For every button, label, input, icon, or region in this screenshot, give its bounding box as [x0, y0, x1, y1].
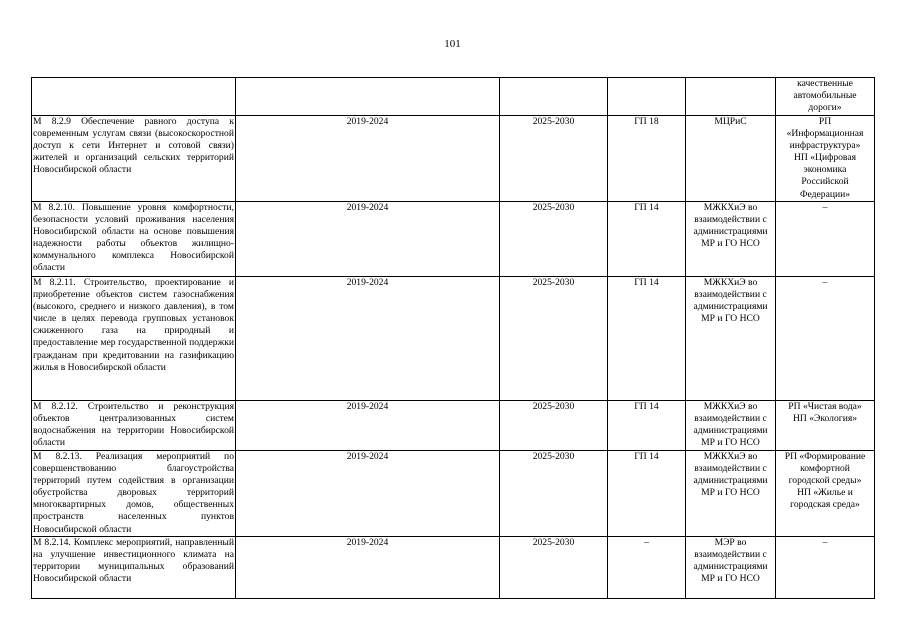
state-program-cell-text: ГП 14 — [634, 401, 659, 412]
measure-cell-text: М 8.2.14. Комплекс мероприятий, направленный на улучшение инвестиционного климата на территории муниципальных образований Новосибирской области — [33, 537, 234, 585]
state-program-cell-text: – — [644, 537, 649, 548]
period-2019-2024-cell — [236, 277, 500, 401]
executor-cell-text: МЖКХиЭ во взаимодействии с администрациями МР и ГО НСО — [693, 401, 768, 449]
executor-cell — [686, 537, 776, 599]
measure-cell — [32, 202, 236, 277]
executor-cell-text: МЖКХиЭ во взаимодействии с администрациями МР и ГО НСО — [693, 277, 768, 325]
period-2025-2030-cell — [500, 537, 608, 599]
executor-cell — [686, 116, 776, 202]
measures-table — [31, 77, 875, 599]
national-project-cell — [776, 537, 875, 599]
executor-cell — [686, 202, 776, 277]
state-program-cell — [608, 116, 686, 202]
period-2019-2024-cell-text: 2019-2024 — [346, 277, 389, 288]
executor-cell — [686, 78, 776, 116]
table-row — [32, 277, 875, 401]
national-project-cell — [776, 451, 875, 537]
period-2025-2030-cell-text: 2025-2030 — [532, 116, 575, 127]
measure-cell — [32, 537, 236, 599]
period-2025-2030-cell-text: 2025-2030 — [532, 277, 575, 288]
measure-cell — [32, 401, 236, 451]
executor-cell-text: МЭР во взаимодействии с администрациями МР и ГО НСО — [693, 537, 768, 585]
period-2025-2030-cell — [500, 451, 608, 537]
period-2019-2024-cell — [236, 202, 500, 277]
national-project-cell — [776, 78, 875, 116]
period-2019-2024-cell-text: 2019-2024 — [346, 451, 389, 462]
national-project-cell — [776, 202, 875, 277]
national-project-cell — [776, 116, 875, 202]
period-2019-2024-cell-text: 2019-2024 — [346, 202, 389, 213]
national-project-cell — [776, 401, 875, 451]
national-project-cell-text: – — [822, 277, 828, 288]
period-2025-2030-cell — [500, 78, 608, 116]
state-program-cell — [608, 277, 686, 401]
national-project-cell-text: РП «Формирование комфортной городской среды» НП «Жилье и городская среда» — [784, 451, 866, 511]
state-program-cell — [608, 451, 686, 537]
period-2019-2024-cell — [236, 537, 500, 599]
table-row — [32, 78, 875, 116]
measure-cell-text: М 8.2.9 Обеспечение равного доступа к современным услугам связи (высокоскоростной доступ к сети Интернет и сотовой связи) жителей и организаций сельских территорий Новосибирской области — [33, 116, 234, 176]
measure-cell-text: М 8.2.13. Реализация мероприятий по совершенствованию благоустройства территорий путем содействия в организации обустройства дворовых территорий многоквартирных домов, общественных пространств населенных пунктов Новосибирской области — [33, 451, 234, 535]
national-project-cell-text: РП «Информационная инфраструктура» НП «Цифровая экономика Российской Федерации» — [786, 116, 864, 200]
table-row — [32, 202, 875, 277]
measure-cell — [32, 451, 236, 537]
national-project-cell-text: – — [822, 537, 828, 548]
state-program-cell-text: ГП 14 — [634, 451, 659, 462]
measure-cell — [32, 277, 236, 401]
state-program-cell — [608, 78, 686, 116]
state-program-cell — [608, 537, 686, 599]
period-2025-2030-cell-text: 2025-2030 — [532, 401, 575, 412]
period-2019-2024-cell-text: 2019-2024 — [346, 116, 389, 127]
table-row — [32, 401, 875, 451]
measure-cell-text: М 8.2.12. Строительство и реконструкция объектов централизованных систем водоснабжения на территории Новосибирской области — [33, 401, 234, 449]
period-2025-2030-cell-text: 2025-2030 — [532, 451, 575, 462]
table-row — [32, 451, 875, 537]
executor-cell-text: МЦРиС — [714, 116, 747, 127]
national-project-cell-text: – — [822, 202, 828, 213]
executor-cell — [686, 401, 776, 451]
executor-cell-text: МЖКХиЭ во взаимодействии с администрациями МР и ГО НСО — [693, 451, 768, 499]
national-project-cell — [776, 277, 875, 401]
period-2025-2030-cell-text: 2025-2030 — [532, 202, 575, 213]
period-2019-2024-cell-text: 2019-2024 — [346, 401, 389, 412]
period-2019-2024-cell — [236, 401, 500, 451]
state-program-cell-text: ГП 14 — [634, 277, 659, 288]
page-number: 101 — [444, 38, 461, 50]
executor-cell — [686, 277, 776, 401]
measure-cell — [32, 116, 236, 202]
executor-cell-text: МЖКХиЭ во взаимодействии с администрациями МР и ГО НСО — [693, 202, 768, 250]
table-row — [32, 537, 875, 599]
period-2025-2030-cell — [500, 277, 608, 401]
measure-cell-text: М 8.2.10. Повышение уровня комфортности, безопасности условий проживания населения Новосибирской области на основе повышения надежности работы объектов жилищно-коммунального комплекса Новосибирской области — [33, 202, 234, 274]
period-2025-2030-cell — [500, 401, 608, 451]
national-project-cell-text: РП «Чистая вода» НП «Экология» — [788, 401, 862, 425]
measures-table-body — [32, 78, 875, 599]
table-row — [32, 116, 875, 202]
period-2019-2024-cell — [236, 451, 500, 537]
period-2025-2030-cell-text: 2025-2030 — [532, 537, 575, 548]
national-project-cell-text: качественные автомобильные дороги» — [793, 78, 857, 114]
period-2025-2030-cell — [500, 116, 608, 202]
measure-cell-text: М 8.2.11. Строительство, проектирование и приобретение объектов систем газоснабжения (высокого, среднего и низкого давления), в том числе в целях перевода групповых установок сжиженного газа на природный и предоставление мер государственной поддержки гражданам при кредитовании на газификацию жилья в Новосибирской области — [33, 277, 234, 373]
period-2019-2024-cell — [236, 78, 500, 116]
period-2019-2024-cell — [236, 116, 500, 202]
executor-cell — [686, 451, 776, 537]
state-program-cell-text: ГП 14 — [634, 202, 659, 213]
state-program-cell — [608, 401, 686, 451]
period-2019-2024-cell-text: 2019-2024 — [346, 537, 389, 548]
state-program-cell — [608, 202, 686, 277]
measure-cell — [32, 78, 236, 116]
period-2025-2030-cell — [500, 202, 608, 277]
state-program-cell-text: ГП 18 — [634, 116, 659, 127]
